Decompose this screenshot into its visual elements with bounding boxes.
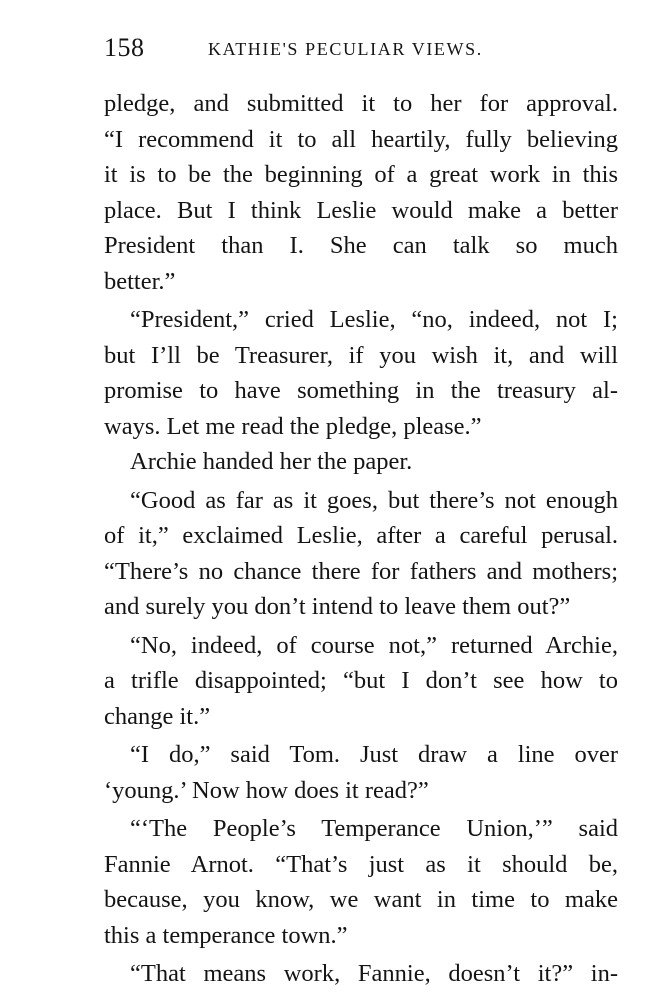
text-line: this a temperance town.” xyxy=(104,921,348,949)
text-line: “No, indeed, of course not,” returned Archie, xyxy=(130,631,618,659)
text-line: promise to have something in the treasury al- xyxy=(104,377,618,404)
text-line: of it,” exclaimed Leslie, after a careful perusal. xyxy=(104,522,618,549)
page-header xyxy=(104,30,524,70)
text-line: place. But I think Leslie would make a better xyxy=(104,196,618,224)
text-line: it is to be the beginning of a great work in this xyxy=(104,161,618,188)
text-line: a trifle disappointed; “but I don’t see how to xyxy=(104,667,618,694)
text-line: but I’ll be Treasurer, if you wish it, and will xyxy=(104,341,618,369)
text-line: “‘The People’s Temperance Union,’” said xyxy=(130,815,618,842)
text-line: pledge, and submitted it to her for approval. xyxy=(104,90,618,117)
text-line: because, you know, we want in time to make xyxy=(104,886,618,913)
text-line: ‘young.’ Now how does it read?” xyxy=(104,776,429,804)
text-line: “President,” cried Leslie, “no, indeed, not I; xyxy=(130,306,618,333)
text-line: President than I. She can talk so much xyxy=(104,232,618,259)
running-title: KATHIE'S PECULIAR VIEWS. xyxy=(208,39,483,59)
body-text xyxy=(104,86,618,992)
text-line: “I recommend it to all heartily, fully believing xyxy=(104,125,618,153)
text-line: “I do,” said Tom. Just draw a line over xyxy=(130,741,618,768)
text-line: “Good as far as it goes, but there’s not enough xyxy=(130,486,618,514)
text-line: ways. Let me read the pledge, please.” xyxy=(104,412,482,440)
text-line: Fannie Arnot. “That’s just as it should be, xyxy=(104,850,618,878)
text-line: change it.” xyxy=(104,702,211,730)
page-number: 158 xyxy=(104,33,145,62)
text-line: “There’s no chance there for fathers and mothers; xyxy=(104,557,618,585)
text-line: better.” xyxy=(104,267,176,295)
text-line: Archie handed her the paper. xyxy=(130,448,413,475)
text-line: “That means work, Fannie, doesn’t it?” in- xyxy=(130,960,618,987)
text-line: and surely you don’t intend to leave them out?” xyxy=(104,593,571,620)
